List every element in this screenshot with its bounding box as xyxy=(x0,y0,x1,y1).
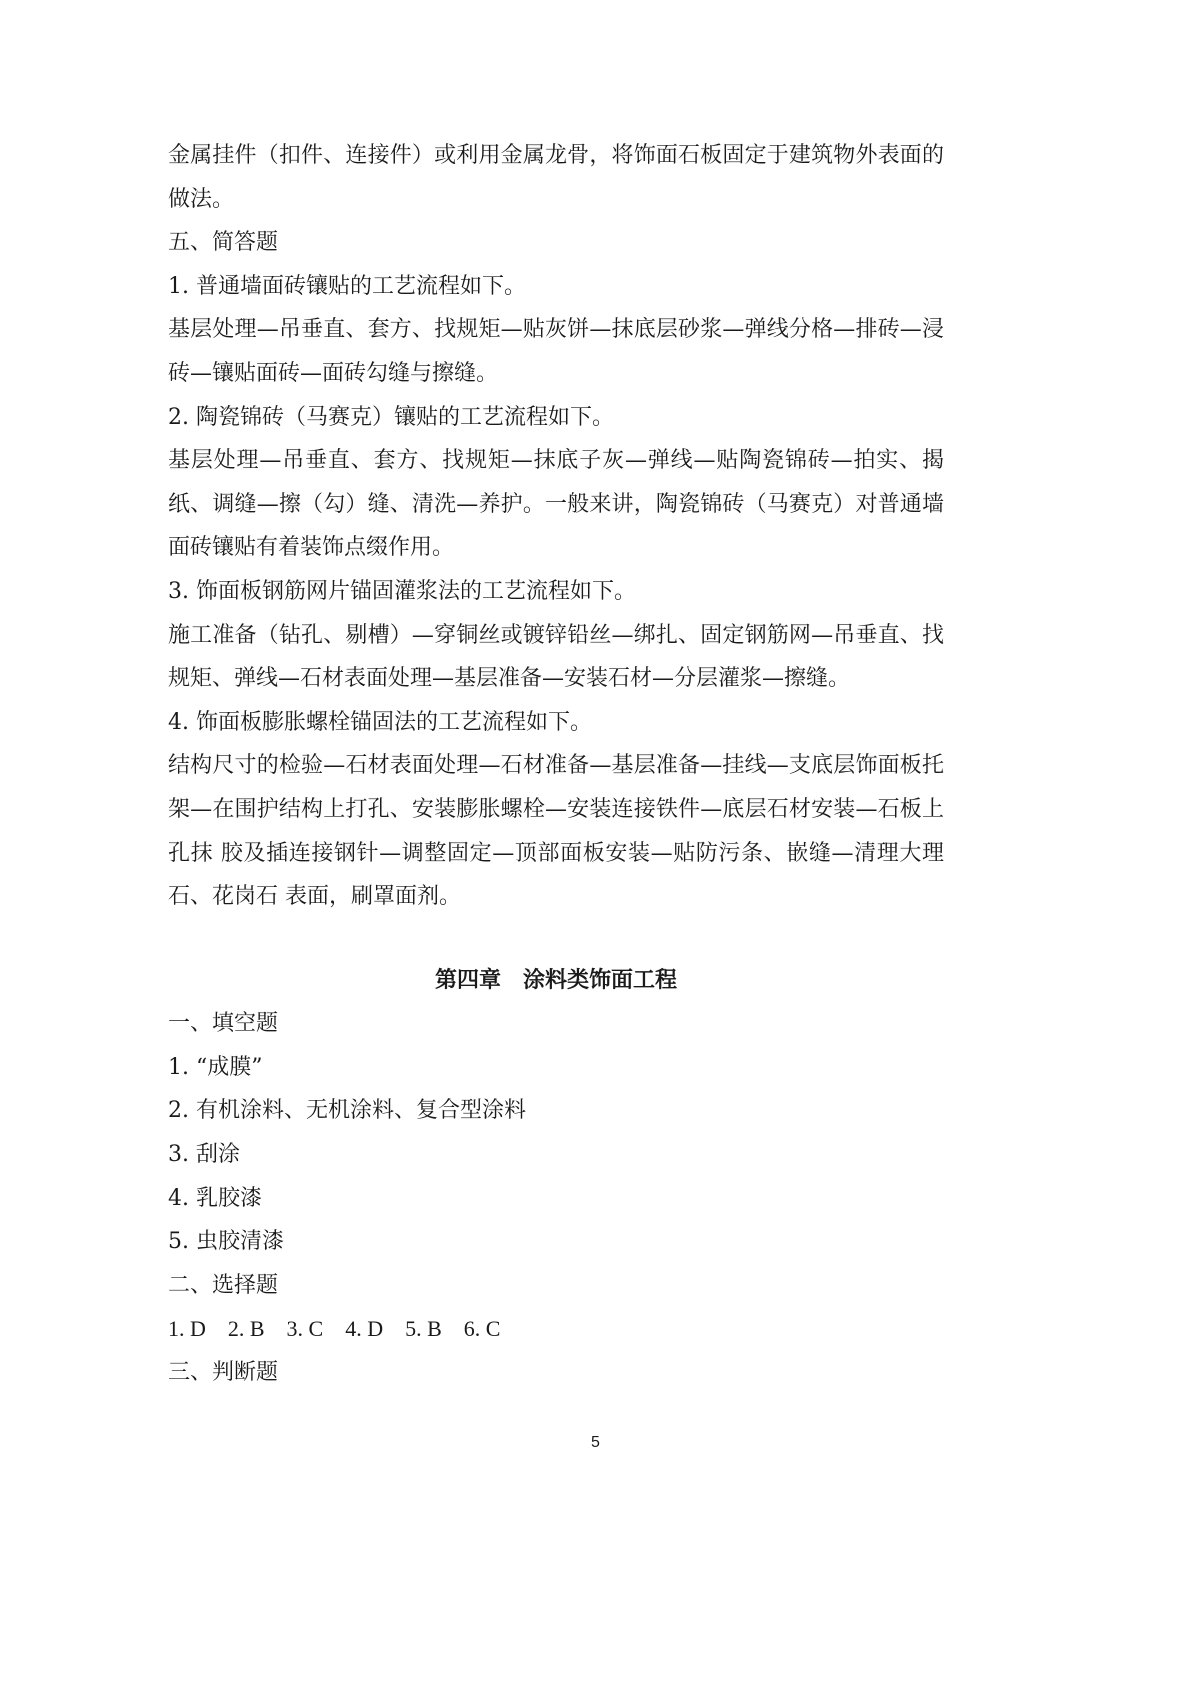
fill-blank-answer: 3. 刮涂 xyxy=(168,1142,240,1168)
fill-blank-answer: 5. 虫胶清漆 xyxy=(168,1229,284,1255)
section-heading-short-answer: 五、简答题 xyxy=(168,230,279,256)
fill-blank-answer: 1. “成膜” xyxy=(168,1054,263,1080)
document-page xyxy=(168,134,944,1395)
chapter-title: 第四章 涂料类饰面工程 xyxy=(434,967,677,993)
intro-paragraph: 金属挂件（扣件、连接件）或利用金属龙骨，将饰面石板固定于建筑物外表面的做法。 xyxy=(168,143,944,212)
choice-answers: 1. D 2. B 3. C 4. D 5. B 6. C xyxy=(168,1316,501,1342)
question-title: 4. 饰面板膨胀螺栓锚固法的工艺流程如下。 xyxy=(168,709,592,735)
question-title: 2. 陶瓷锦砖（马赛克）镶贴的工艺流程如下。 xyxy=(168,404,614,430)
section-heading-choice: 二、选择题 xyxy=(168,1272,279,1298)
section-heading-judge: 三、判断题 xyxy=(168,1360,279,1386)
question-title: 1. 普通墙面砖镶贴的工艺流程如下。 xyxy=(168,273,526,299)
page-number: 5 xyxy=(591,1434,600,1451)
fill-blank-answer: 4. 乳胶漆 xyxy=(168,1185,262,1211)
answer-paragraph: 基层处理—吊垂直、套方、找规矩—贴灰饼—抹底层砂浆—弹线分格—排砖—浸砖—镶贴面砖—面砖勾缝与擦缝。 xyxy=(168,317,944,386)
answer-paragraph: 施工准备（钻孔、剔槽）—穿铜丝或镀锌铅丝—绑扎、固定钢筋网—吊垂直、找规矩、弹线—石材表面处理—基层准备—安装石材—分层灌浆—擦缝。 xyxy=(168,622,944,692)
section-heading-fill-blank: 一、填空题 xyxy=(168,1011,279,1037)
fill-blank-answer: 2. 有机涂料、无机涂料、复合型涂料 xyxy=(168,1098,526,1124)
question-title: 3. 饰面板钢筋网片锚固灌浆法的工艺流程如下。 xyxy=(168,578,636,604)
answer-paragraph: 基层处理—吊垂直、套方、找规矩—抹底子灰—弹线—贴陶瓷锦砖—拍实、揭纸、调缝—擦（勾）缝、清洗—养护。一般来讲，陶瓷锦砖（马赛克）对普通墙面砖镶贴有着装饰点缀作用。 xyxy=(168,448,944,561)
answer-paragraph: 结构尺寸的检验—石材表面处理—石材准备—基层准备—挂线—支底层饰面板托 架—在围护结构上打孔、安装膨胀螺栓—安装连接铁件—底层石材安装—石板上孔抹 胶及插连接钢针—调整固定—顶部面板安装—贴防污条、嵌缝—清理大理石、花岗石 表面，刷罩面剂。 xyxy=(168,753,944,910)
